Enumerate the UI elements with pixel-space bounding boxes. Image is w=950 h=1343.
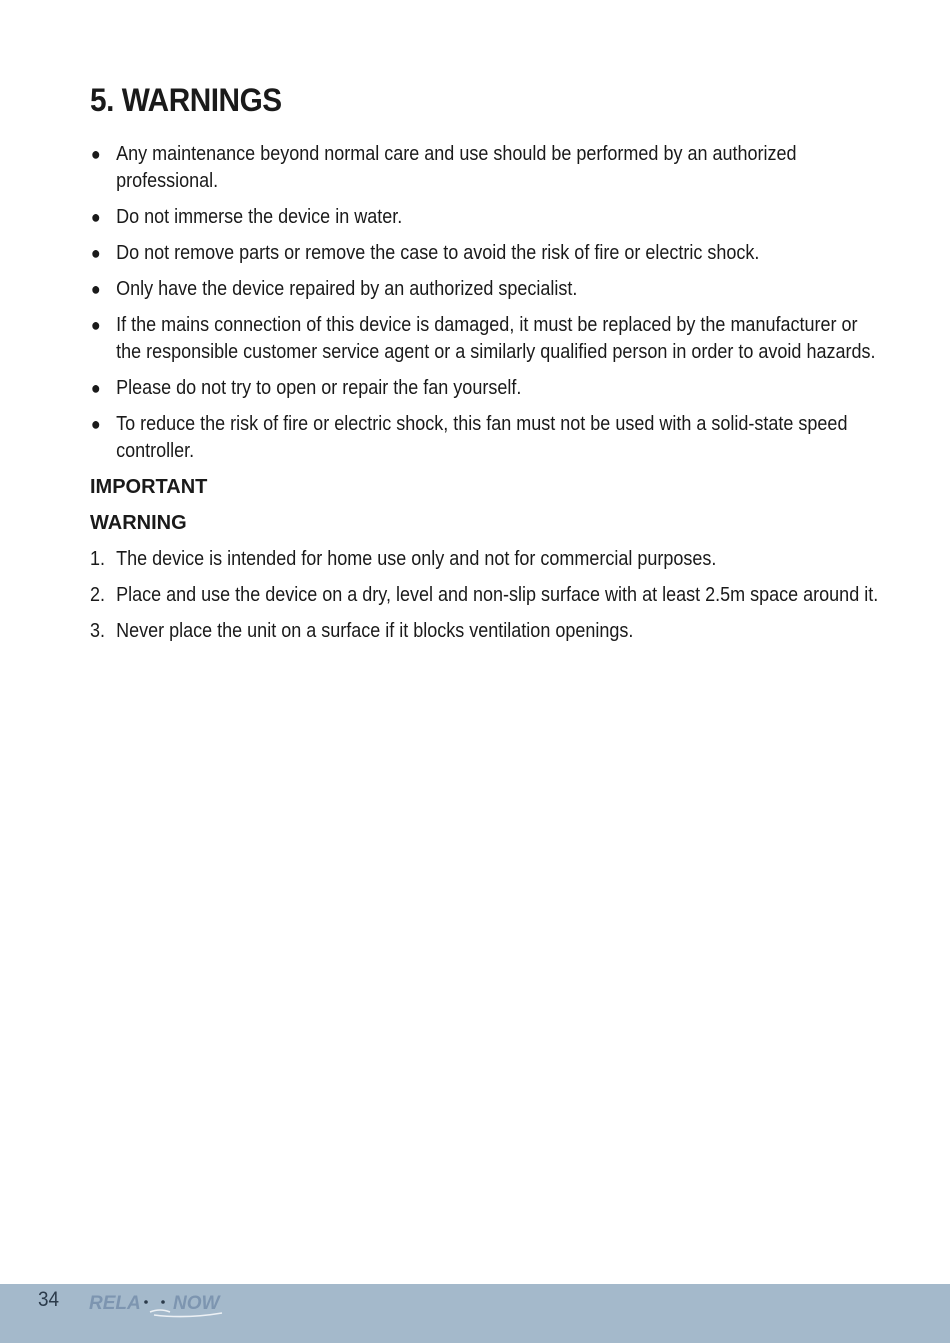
logo-dot [144, 1300, 148, 1304]
warnings-bullet-list [90, 141, 876, 465]
list-item-text: Do not immerse the device in water. [116, 206, 403, 228]
list-item [90, 582, 881, 609]
list-item [90, 141, 881, 195]
list-item-text: The device is intended for home use only and not for commercial purposes. [116, 548, 717, 570]
page-title: 5. WARNINGS [90, 82, 282, 118]
list-item [90, 618, 881, 645]
logo-dot [161, 1300, 165, 1304]
list-item [90, 276, 881, 303]
list-item [90, 546, 881, 573]
warnings-numbered-list [90, 546, 879, 645]
list-item-number: 3. [90, 620, 106, 642]
warning-heading: WARNING [90, 512, 187, 534]
list-item-text: Never place the unit on a surface if it blocks ventilation openings. [116, 620, 634, 642]
logo-text-right: NOW [173, 1293, 220, 1314]
page-number: 34 [38, 1288, 60, 1311]
list-item-text: Only have the device repaired by an authorized specialist. [116, 278, 578, 300]
list-item [90, 375, 881, 402]
logo-text-left: RELA [89, 1293, 141, 1314]
list-item-number: 2. [90, 584, 106, 606]
list-item-text: Do not remove parts or remove the case to avoid the risk of fire or electric shock. [116, 242, 760, 264]
bullet-icon: ● [90, 144, 101, 164]
warnings-content [90, 141, 879, 654]
logo-wave [150, 1310, 170, 1312]
list-item [90, 204, 881, 231]
bullet-icon: ● [90, 207, 101, 227]
bullet-icon: ● [90, 279, 101, 299]
important-heading: IMPORTANT [90, 476, 208, 498]
list-item-text: Any maintenance beyond normal care and use should be performed by an authorized professional. [116, 143, 797, 192]
list-item [90, 240, 881, 267]
list-item-text: Place and use the device on a dry, level and non-slip surface with at least 2.5m space around it. [116, 584, 879, 606]
bullet-icon: ● [90, 315, 101, 335]
list-item-text: If the mains connection of this device is damaged, it must be replaced by the manufacturer or the responsible customer service agent or a similarly qualified person in order to avoid hazards. [116, 314, 876, 363]
list-item [90, 312, 881, 366]
list-item-text: To reduce the risk of fire or electric shock, this fan must not be used with a solid-state speed controller. [116, 413, 848, 462]
relax-now-logo [88, 1288, 228, 1324]
bullet-icon: ● [90, 414, 101, 434]
list-item [90, 411, 881, 465]
list-item-text: Please do not try to open or repair the fan yourself. [116, 377, 522, 399]
bullet-icon: ● [90, 243, 101, 263]
bullet-icon: ● [90, 378, 101, 398]
list-item-number: 1. [90, 548, 106, 570]
